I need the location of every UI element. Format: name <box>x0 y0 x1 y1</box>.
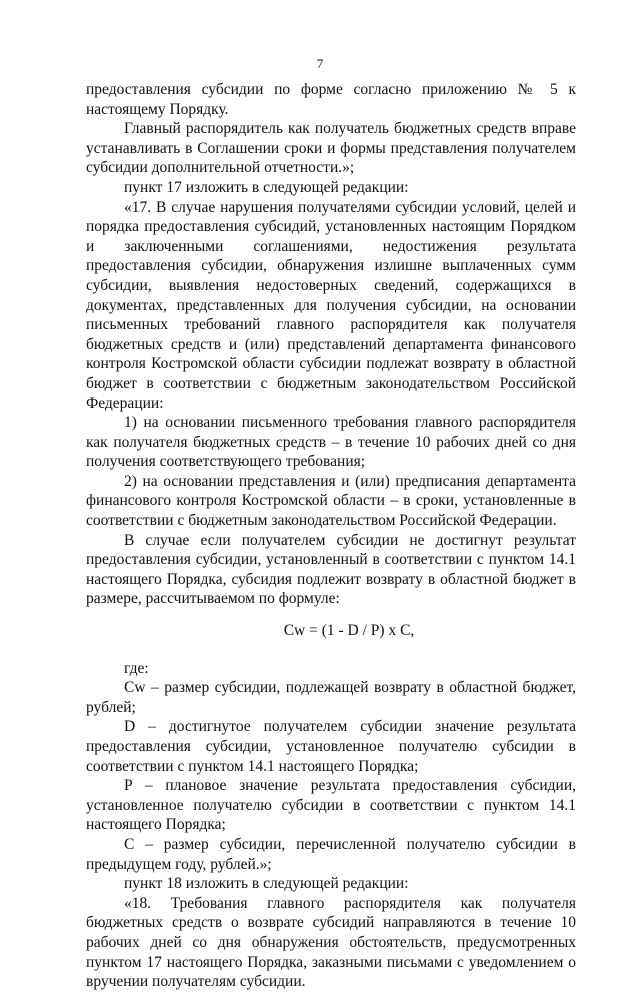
paragraph: пункт 18 изложить в следующей редакции: <box>124 875 409 893</box>
formula: Cw = (1 - D / P) x C, <box>283 622 415 640</box>
paragraph: пункт 17 изложить в следующей редакции: <box>124 178 409 196</box>
paragraph: где: <box>124 659 149 677</box>
paragraph: Главный распорядитель как получатель бюджетных средств вправе устанавливать в Соглашении сроки и формы представления получателем субсидии дополнительной отчетности.»; <box>86 120 576 177</box>
page-number: 7 <box>316 56 324 71</box>
paragraph: В случае если получателем субсидии не достигнут результат предоставления субсидии, установленный в соответствии с пунктом 14.1 настоящего Порядка, субсидия подлежит возврату в областной бюджет в размере, рассчитываемом по формуле: <box>86 531 576 608</box>
paragraph: P – плановое значение результата предоставления субсидии, установленное получателю субсидии в соответствии с пунктом 14.1 настоящего Порядка; <box>86 777 576 834</box>
paragraph: «18. Требования главного распорядителя как получателя бюджетных средств о возврате субсидий направляются в течение 10 рабочих дней со дня обнаружения обстоятельств, предусмотренных пунктом 17 настоящего Порядка, заказными письмами с уведомлением о вручении получателям субсидии. <box>86 894 576 991</box>
paragraph: предоставления субсидии по форме согласно приложению № 5 к настоящему Порядку. <box>86 81 576 118</box>
paragraph: Cw – размер субсидии, подлежащей возврату в областной бюджет, рублей; <box>86 679 576 716</box>
paragraph: 2) на основании представления и (или) предписания департамента финансового контроля Костромской области – в сроки, установленные в соответствии с бюджетным законодательством Российской Федерации. <box>86 472 576 530</box>
paragraph: 1) на основании письменного требования главного распорядителя как получателя бюджетных средств – в течение 10 рабочих дней со дня получения соответствующего требования; <box>86 414 576 471</box>
document-body <box>86 80 576 992</box>
paragraph: D – достигнутое получателем субсидии значение результата предоставления субсидии, установленное получателю субсидии в соответствии с пунктом 14.1 настоящего Порядка; <box>86 718 576 775</box>
paragraph: «17. В случае нарушения получателями субсидии условий, целей и порядка предоставления субсидий, установленных настоящим Порядком и заключенными соглашениями, недостижения результата предоставления субсидии, обнаружения излишне выплаченных сумм субсидии, выявления недостоверных сведений, содержащихся в документах, представленных для получения субсидии, на основании письменных требований главного распорядителя как получателя бюджетных средств и (или) представлений департамента финансового контроля Костромской области субсидии подлежат возврату в областной бюджет в соответствии с бюджетным законодательством Российской Федерации: <box>86 198 576 412</box>
paragraph: C – размер субсидии, перечисленной получателю субсидии в предыдущем году, рублей.»; <box>86 835 576 873</box>
